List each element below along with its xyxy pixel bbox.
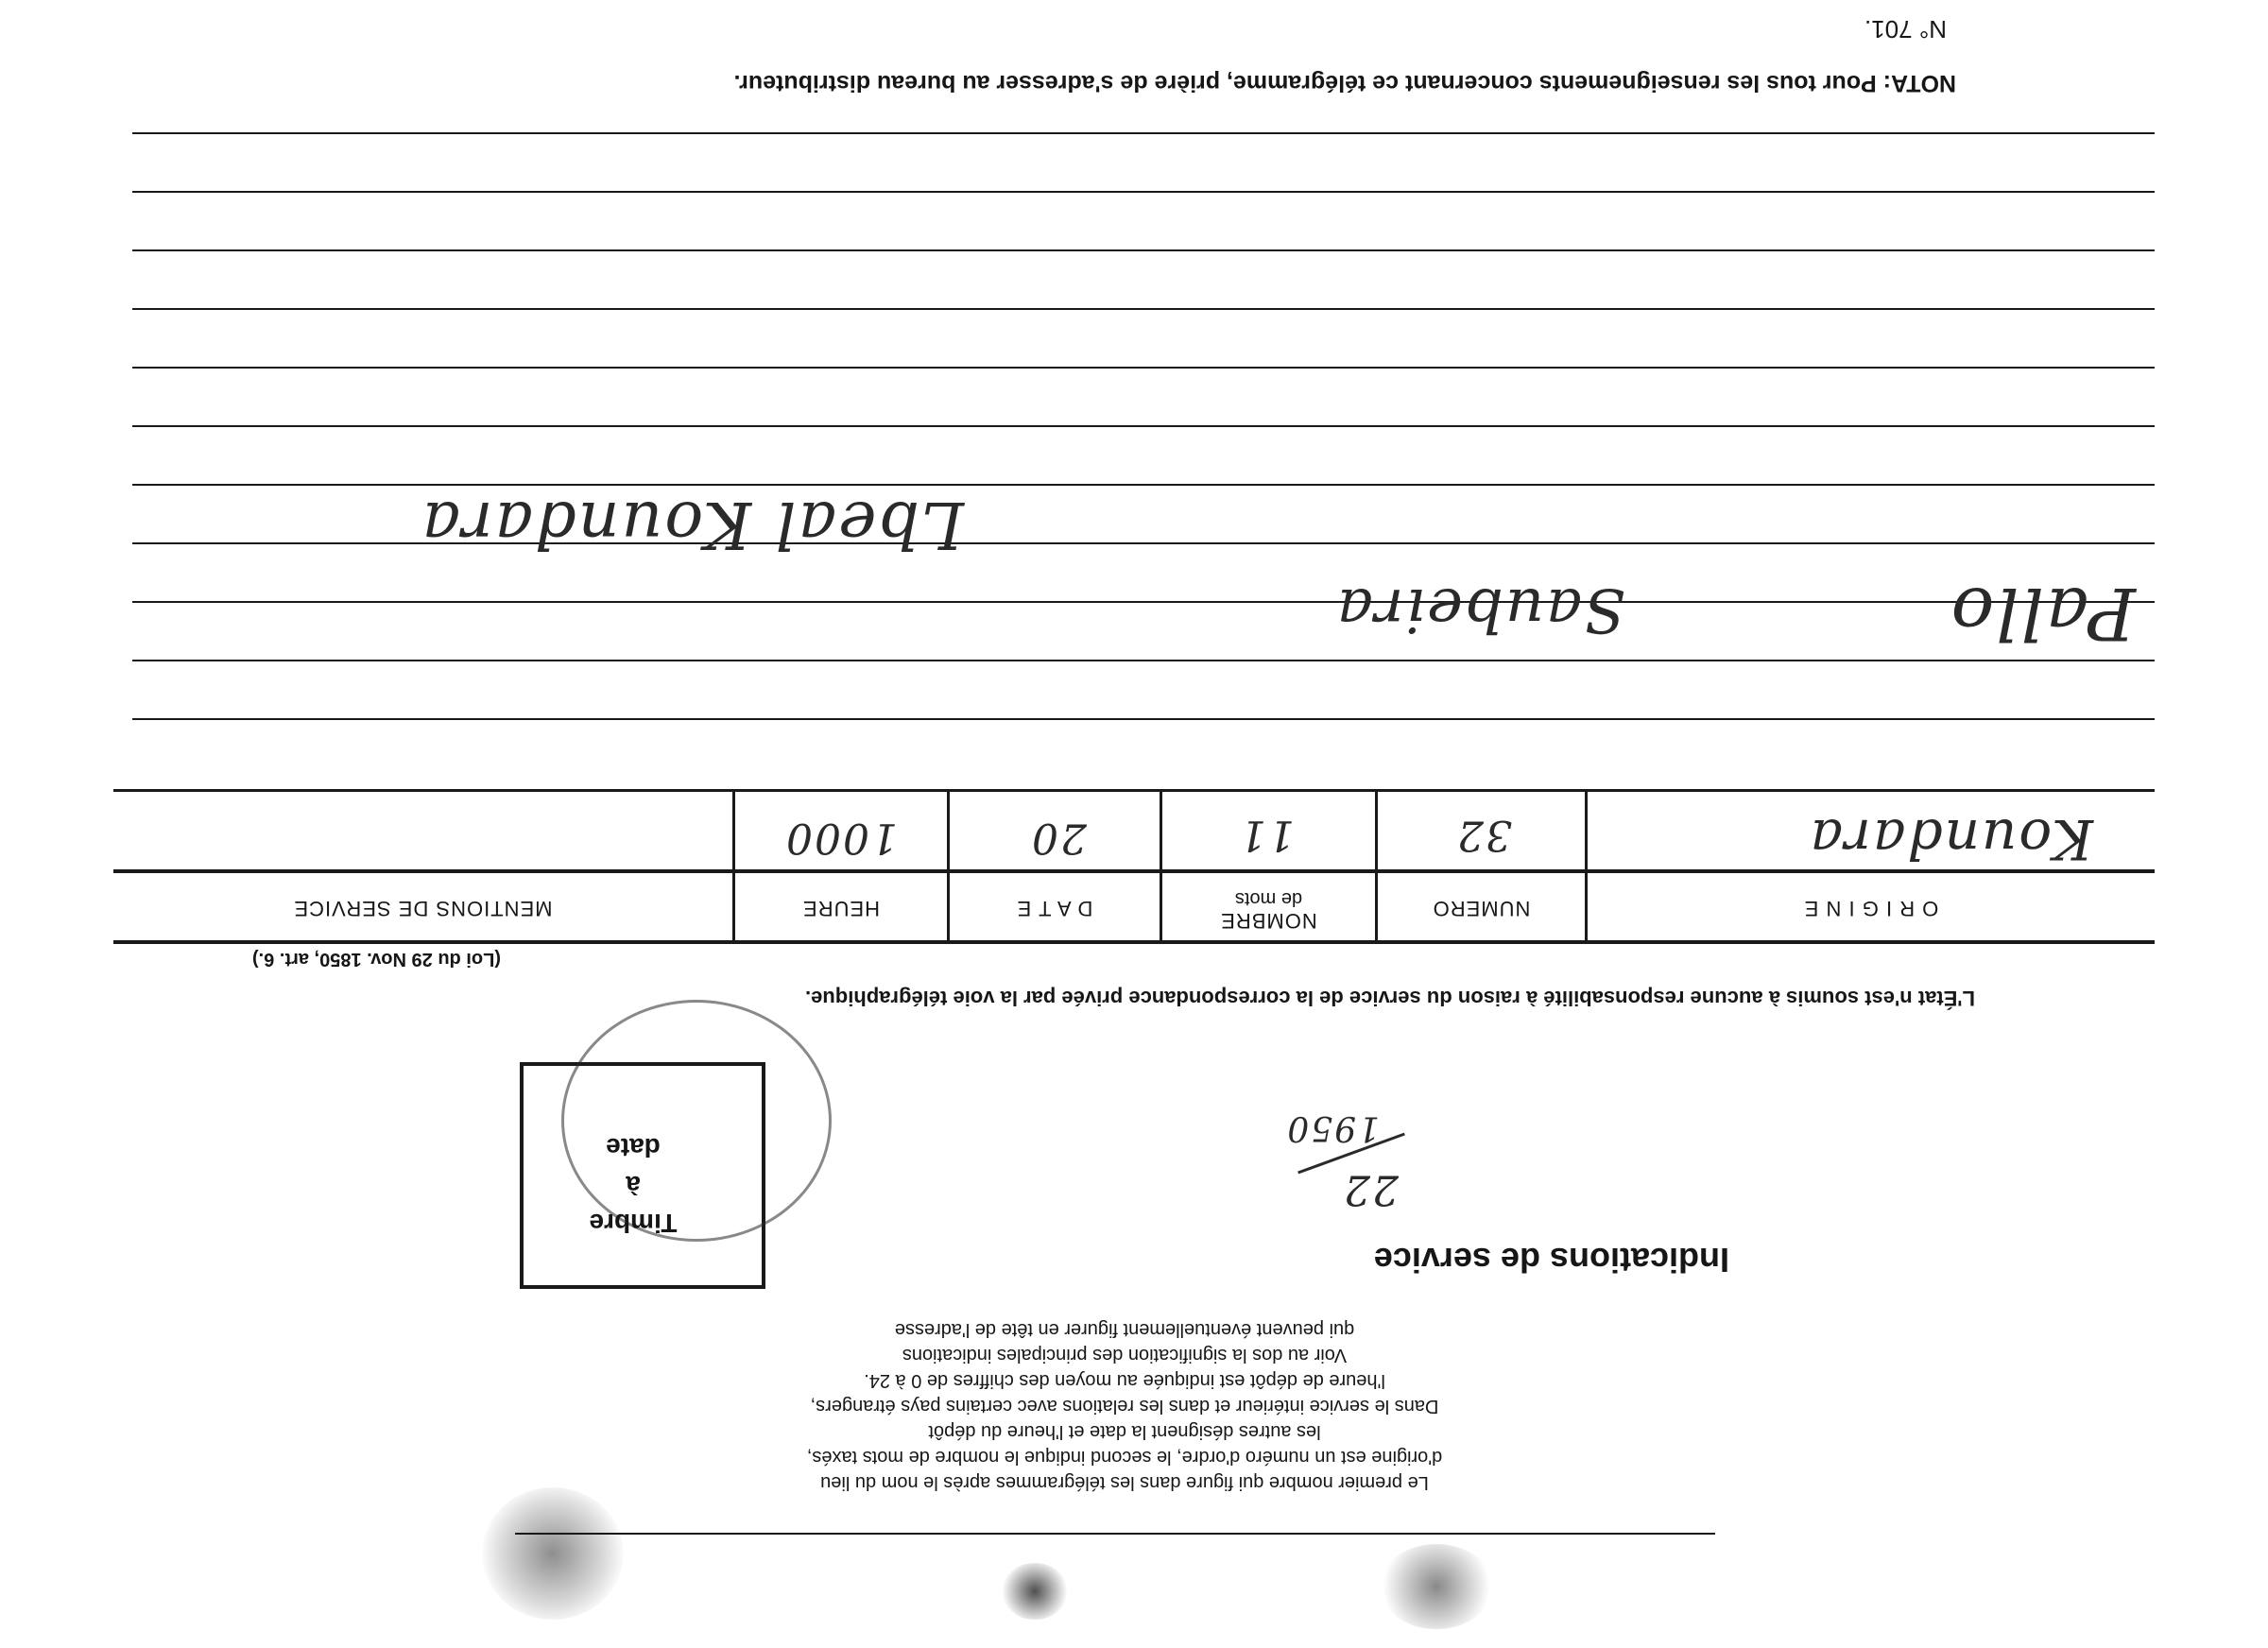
nota-text: Pour tous les renseignements concernant ce télégramme, prière de s'adresser au bureau distributeur.	[733, 70, 1877, 96]
col-header-nombre-main: NOMBRE	[1220, 909, 1317, 933]
message-ruled-line	[132, 718, 2155, 720]
handwritten-date-year: 1950	[1285, 1108, 1380, 1147]
top-rule	[515, 1533, 1715, 1535]
table-divider	[1585, 791, 1588, 944]
cell-numero: 32	[1455, 811, 1512, 859]
col-header-origine: O R I G I N E	[1803, 897, 1939, 920]
form-number: N° 701.	[1864, 15, 1947, 43]
message-ruled-line	[132, 601, 2155, 603]
date-stamp-label	[558, 1128, 709, 1242]
table-divider	[732, 791, 735, 944]
message-ruled-line	[132, 660, 2155, 661]
table-row-bottom-rule	[113, 789, 2155, 792]
ink-smudge-right	[482, 1487, 624, 1620]
service-info-line: Voir au dos la signification des principales indications	[902, 1345, 1348, 1365]
handwritten-date-day: 22	[1342, 1165, 1399, 1213]
message-line-two: Lbeal Koundara	[420, 487, 964, 561]
ink-smudge-center	[1002, 1563, 1068, 1620]
service-info-paragraph	[548, 1316, 1701, 1495]
message-ruled-line	[132, 425, 2155, 427]
col-header-date: D A T E	[1016, 897, 1093, 920]
service-info-line: qui peuvent éventuellement figurer en tête de l'adresse	[894, 1319, 1355, 1340]
law-reference: (Loi du 29 Nov. 1850, art. 6.)	[251, 949, 501, 970]
table-top-rule	[113, 940, 2155, 944]
cell-nombre: 11	[1238, 811, 1295, 859]
nota-line	[734, 69, 1956, 96]
col-header-numero: NUMERO	[1432, 897, 1531, 920]
table-divider	[1375, 791, 1378, 944]
service-info-line: l'heure de dépôt est indiquée au moyen des chiffres de 0 à 24.	[864, 1370, 1385, 1391]
service-info-line: Dans le service intérieur et dans les relations avec certains pays étrangers,	[810, 1396, 1439, 1416]
col-header-nombre	[1162, 889, 1375, 933]
handwritten-date	[1266, 1072, 1418, 1213]
message-ruled-line	[132, 249, 2155, 251]
nota-label: NOTA:	[1882, 70, 1956, 96]
service-info-line: Le premier nombre qui figure dans les télégrammes après le nom du lieu	[820, 1472, 1429, 1493]
message-ruled-line	[132, 308, 2155, 310]
date-stamp-line3: date	[606, 1133, 661, 1162]
cell-heure: 1000	[784, 814, 898, 862]
ink-smudge-left	[1380, 1544, 1493, 1629]
service-info-line: les autres désignent la date et l'heure du dépôt	[928, 1421, 1321, 1442]
cell-origine: Koundara	[1808, 807, 2093, 871]
liability-statement: L'État n'est soumis à aucune responsabilité à raison du service de la correspondance privée par la voie télégraphique.	[805, 987, 1975, 1010]
col-header-nombre-sub: de mots	[1234, 888, 1303, 909]
service-info-line: d'origine est un numéro d'ordre, le second indique le nombre de mots taxés,	[806, 1447, 1443, 1468]
table-divider	[947, 791, 950, 944]
col-header-mentions: MENTIONS DE SERVICE	[293, 897, 553, 920]
message-ruled-line	[132, 484, 2155, 486]
message-ruled-line	[132, 367, 2155, 369]
col-header-heure: HEURE	[802, 897, 881, 920]
date-stamp-line2: à	[626, 1171, 641, 1200]
message-word-saubeira: Saubeira	[1334, 575, 1625, 644]
service-info-title: Indications de service	[1373, 1241, 1729, 1279]
date-stamp-line1: Timbre	[589, 1209, 678, 1238]
cell-date: 20	[1030, 814, 1087, 862]
message-ruled-line	[132, 132, 2155, 134]
message-ruled-line	[132, 191, 2155, 193]
message-word-pallo: Pallo	[1949, 572, 2136, 656]
